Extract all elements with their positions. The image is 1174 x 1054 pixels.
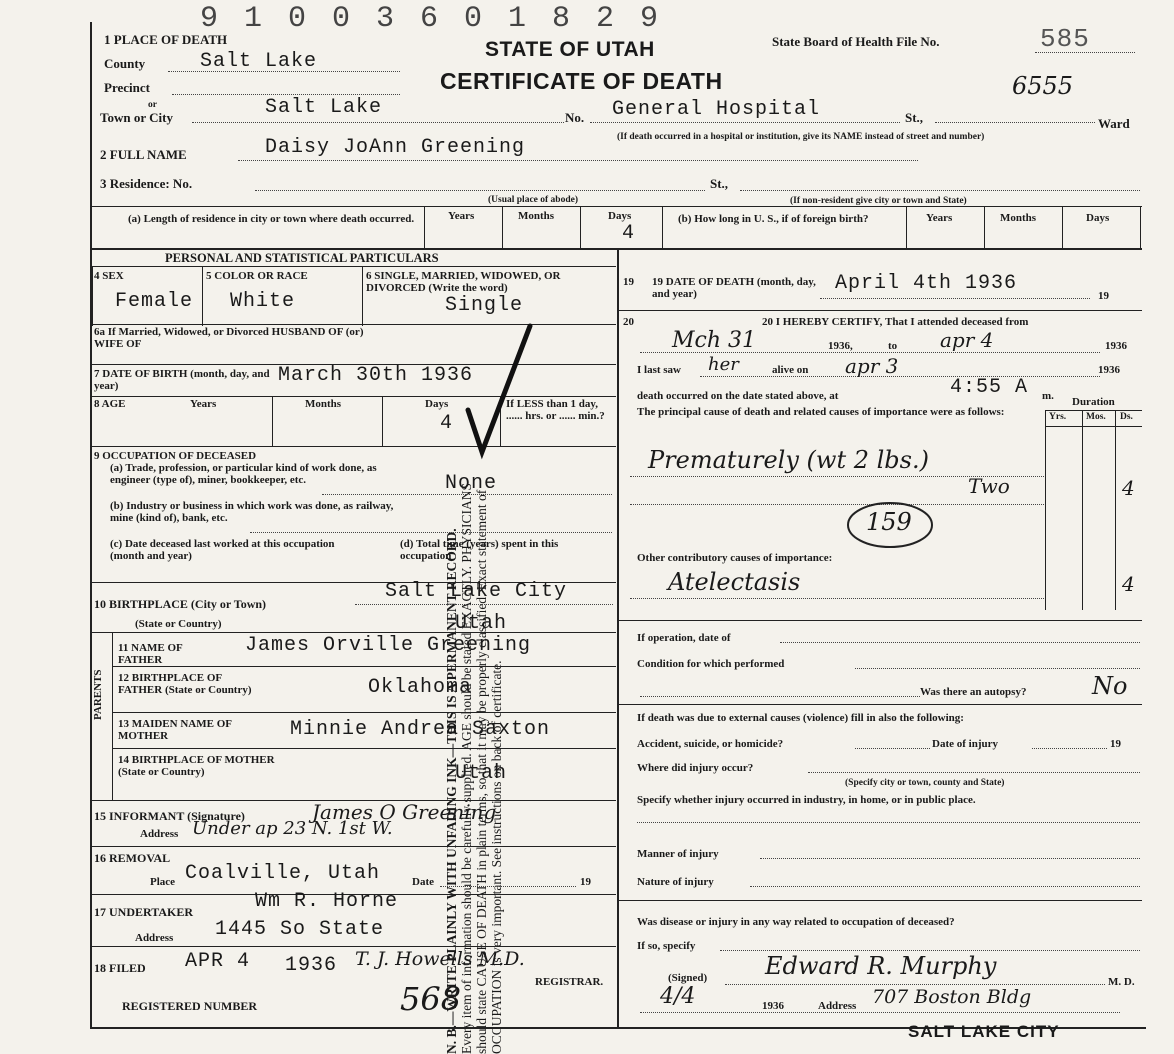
informant-label: 15 INFORMANT (Signature) xyxy=(94,809,245,823)
removal-date-label: Date xyxy=(412,876,434,888)
file-no-label: State Board of Health File No. xyxy=(772,34,940,49)
occupation-label: 9 OCCUPATION OF DECEASED xyxy=(94,450,257,462)
age-label: 8 AGE xyxy=(94,398,126,410)
mother-birthplace-label: 14 BIRTHPLACE OF MOTHER (State or Country) xyxy=(118,754,275,778)
instructions-line-1: N. B.—WRITE PLAINLY WITH UNFADING INK—THIS IS A PERMANENT RECORD. xyxy=(444,528,459,1054)
certify-label: 20 I HEREBY CERTIFY, That I attended deceased from xyxy=(762,316,1029,328)
residence-days-value: 4 xyxy=(622,222,636,245)
registrar-signature: T. J. Howells M.D. xyxy=(355,948,525,970)
or-label: or xyxy=(148,100,157,110)
marital-label: 6 SINGLE, MARRIED, WIDOWED, OR DIVORCED (Write the word) xyxy=(366,270,561,294)
usual-abode-note: (Usual place of abode) xyxy=(488,195,578,205)
removal-year-label: 19 xyxy=(580,876,591,888)
sign-year: 1936 xyxy=(762,1000,784,1012)
informant-address-label: Address xyxy=(140,828,179,840)
physician-address-label: Address xyxy=(818,1000,857,1012)
classification-code: 159 xyxy=(866,508,912,536)
length-residence-label: (a) Length of residence in city or town where death occurred. xyxy=(128,213,415,225)
where-injury-label: Where did injury occur? xyxy=(637,762,754,774)
md-label: M. D. xyxy=(1108,976,1135,988)
birthplace-city-value: Salt Lake City xyxy=(385,580,568,603)
serial-number: 9 1 0 0 3 6 0 1 8 2 9 xyxy=(200,2,663,36)
us-months-header: Months xyxy=(1000,212,1037,224)
instructions-line-4: OCCUPATION is very important. See instructions on back of certificate. xyxy=(489,660,504,1054)
occupation-a-label: (a) Trade, profession, or particular kind of work done, as engineer (type of), miner, bookkeeper, etc. xyxy=(110,462,377,486)
informant-address: Under ap 23 N. 1st W. xyxy=(192,818,393,839)
father-value: James Orville Greening xyxy=(245,634,532,657)
age-days-label: Days xyxy=(425,398,449,410)
parents-vertical-label: PARENTS xyxy=(92,669,104,720)
registered-number-label: REGISTERED NUMBER xyxy=(122,999,258,1013)
injury-date-label: Date of injury xyxy=(932,738,998,750)
condition-label: Condition for which performed xyxy=(637,658,785,670)
town-label: Town or City xyxy=(100,110,173,125)
specify-label: Specify whether injury occurred in industry, in home, or in public place. xyxy=(637,794,976,806)
no-label: No. xyxy=(565,110,585,125)
nature-label: Nature of injury xyxy=(637,876,714,888)
autopsy-label: Was there an autopsy? xyxy=(920,686,1027,698)
birthplace-state-label: (State or Country) xyxy=(135,618,222,630)
hospital-note: (If death occurred in a hospital or institution, give its NAME instead of street and number) xyxy=(617,132,985,142)
if-so-label: If so, specify xyxy=(637,940,696,952)
undertaker-address: 1445 So State xyxy=(215,918,385,941)
residence-label: 3 Residence: No. xyxy=(100,176,193,191)
principal-cause: Prematurely (wt 2 lbs.) xyxy=(648,446,929,474)
dod-year-label: 19 xyxy=(1098,290,1109,302)
father-birthplace-value: Oklahoma xyxy=(368,676,473,699)
county-label: County xyxy=(104,56,146,71)
occupation-d-label: (d) Total time (years) spent in this occupation xyxy=(400,538,559,562)
dod-label: 19 DATE OF DEATH (month, day, and year) xyxy=(652,276,816,300)
last-saw-year: 1936 xyxy=(1098,364,1120,376)
operation-label: If operation, date of xyxy=(637,632,731,644)
instructions-line-2: Every item of information should be carefully supplied. AGE should be stated EXACTLY. PHYSICIANS xyxy=(459,483,474,1054)
sex-value: Female xyxy=(115,290,194,313)
related-label: Was disease or injury in any way related to occupation of deceased? xyxy=(637,916,955,928)
check-mark xyxy=(460,320,540,460)
days-header: Days xyxy=(608,210,632,222)
filed-date: APR 4 xyxy=(185,950,251,973)
signed-label: (Signed) xyxy=(668,972,708,984)
file-no: 585 xyxy=(1040,24,1090,54)
undertaker-label: 17 UNDERTAKER xyxy=(94,905,194,919)
yrs-header: Yrs. xyxy=(1049,412,1067,422)
years-header: Years xyxy=(448,210,475,222)
state-title: STATE OF UTAH xyxy=(485,38,655,61)
where-injury-note: (Specify city or town, county and State) xyxy=(845,778,1005,788)
mother-label: 13 MAIDEN NAME OF MOTHER xyxy=(118,718,232,742)
from-date: Mch 31 xyxy=(672,328,757,353)
contrib-label: Other contributory causes of importance: xyxy=(637,552,833,564)
color-value: White xyxy=(230,290,296,313)
mos-header: Mos. xyxy=(1086,412,1106,422)
removal-place: Coalville, Utah xyxy=(185,862,381,885)
registered-number: 568 xyxy=(400,980,462,1018)
mother-value: Minnie Andrea Saxton xyxy=(290,718,551,741)
alive-on-label: alive on xyxy=(772,364,809,376)
nonresident-note: (If non-resident give city or town and State) xyxy=(790,196,967,206)
from-year: 1936, xyxy=(828,340,853,352)
occupation-c-label: (c) Date deceased last worked at this occupation (month and year) xyxy=(110,538,335,562)
registrar-label: REGISTRAR. xyxy=(535,976,604,988)
precinct-label: Precinct xyxy=(104,80,150,95)
st-label: St., xyxy=(905,110,924,125)
us-residence-label: (b) How long in U. S., if of foreign birth? xyxy=(678,213,869,225)
death-time-label: death occurred on the date stated above, at xyxy=(637,390,839,402)
hospital-value: General Hospital xyxy=(612,98,821,121)
removal-label: 16 REMOVAL xyxy=(94,851,171,865)
to-label: to xyxy=(888,340,898,352)
filed-year: 1936 xyxy=(285,954,338,977)
sex-label: 4 SEX xyxy=(94,270,124,282)
ward-label: Ward xyxy=(1098,116,1130,131)
physician-signature: Edward R. Murphy xyxy=(765,952,997,980)
cause-duration: Two xyxy=(968,474,1010,498)
birthplace-label: 10 BIRTHPLACE (City or Town) xyxy=(94,597,267,611)
ds-header: Ds. xyxy=(1120,412,1133,422)
to-date: apr 4 xyxy=(940,328,994,352)
color-label: 5 COLOR OR RACE xyxy=(206,270,308,282)
father-label: 11 NAME OF FATHER xyxy=(118,642,183,666)
undertaker-address-label: Address xyxy=(135,932,174,944)
age-years-label: Years xyxy=(190,398,217,410)
last-saw-pronoun: her xyxy=(708,354,739,375)
last-saw-date: apr 3 xyxy=(845,354,899,378)
full-name-label: 2 FULL NAME xyxy=(100,147,187,162)
contributory-cause: Atelectasis xyxy=(668,568,801,596)
certify-number: 20 xyxy=(623,316,634,328)
accident-label: Accident, suicide, or homicide? xyxy=(637,738,784,750)
instructions-line-3: should state CAUSE OF DEATH in plain terms, so that it may be properly classified. Exact statement of xyxy=(474,489,489,1054)
us-days-header: Days xyxy=(1086,212,1110,224)
place-of-death-title: 1 PLACE OF DEATH xyxy=(104,32,228,47)
dob-value: March 30th 1936 xyxy=(278,364,474,387)
physician-address: 707 Boston Bldg xyxy=(872,986,1032,1008)
sign-date: 4/4 xyxy=(660,984,696,1009)
city-stamp: SALT LAKE CITY xyxy=(908,1022,1060,1041)
last-saw-label: I last saw xyxy=(637,364,682,376)
undertaker-name: Wm R. Horne xyxy=(255,890,399,913)
contrib-days: 4 xyxy=(1122,572,1135,596)
age-months-label: Months xyxy=(305,398,342,410)
filed-label: 18 FILED xyxy=(94,961,146,975)
handwritten-number: 6555 xyxy=(1012,72,1074,100)
dod-value: April 4th 1936 xyxy=(835,272,1018,295)
town-value: Salt Lake xyxy=(265,96,383,119)
married-label: 6a If Married, Widowed, or Divorced HUSBAND OF (or) WIFE OF xyxy=(94,326,364,350)
external-causes-label: If death was due to external causes (violence) fill in also the following: xyxy=(637,712,964,724)
death-time: 4:55 A xyxy=(950,376,1029,399)
age-days-value: 4 xyxy=(440,412,454,435)
father-birthplace-label: 12 BIRTHPLACE OF FATHER (State or Country) xyxy=(118,672,252,696)
informant-signature: James O Greening xyxy=(312,800,497,824)
birthplace-state-value: Utah xyxy=(455,612,508,635)
to-year: 1936 xyxy=(1105,340,1127,352)
dob-label: 7 DATE OF BIRTH (month, day, and year) xyxy=(94,368,270,392)
dod-number: 19 xyxy=(623,276,634,288)
manner-label: Manner of injury xyxy=(637,848,719,860)
injury-year-label: 19 xyxy=(1110,738,1121,750)
certificate-title: CERTIFICATE OF DEATH xyxy=(440,68,723,94)
marital-value: Single xyxy=(445,294,524,317)
us-years-header: Years xyxy=(926,212,953,224)
occupation-b-label: (b) Industry or business in which work was done, as railway, mine (kind of), bank, etc. xyxy=(110,500,394,524)
months-header: Months xyxy=(518,210,555,222)
cause-label: The principal cause of death and related causes of importance were as follows: xyxy=(637,406,1005,418)
less-than-day-label: If LESS than 1 day, ...... hrs. or ...... min.? xyxy=(506,398,605,422)
autopsy-value: No xyxy=(1092,672,1128,700)
m-label: m. xyxy=(1042,390,1054,402)
duration-label: Duration xyxy=(1072,396,1115,408)
cause-days: 4 xyxy=(1122,476,1135,500)
removal-place-label: Place xyxy=(150,876,176,888)
full-name-value: Daisy JoAnn Greening xyxy=(265,136,526,159)
mother-birthplace-value: Utah xyxy=(455,762,508,785)
county-value: Salt Lake xyxy=(200,50,318,73)
personal-heading: PERSONAL AND STATISTICAL PARTICULARS xyxy=(165,251,439,265)
residence-st-label: St., xyxy=(710,176,729,191)
occupation-value: None xyxy=(445,472,498,495)
